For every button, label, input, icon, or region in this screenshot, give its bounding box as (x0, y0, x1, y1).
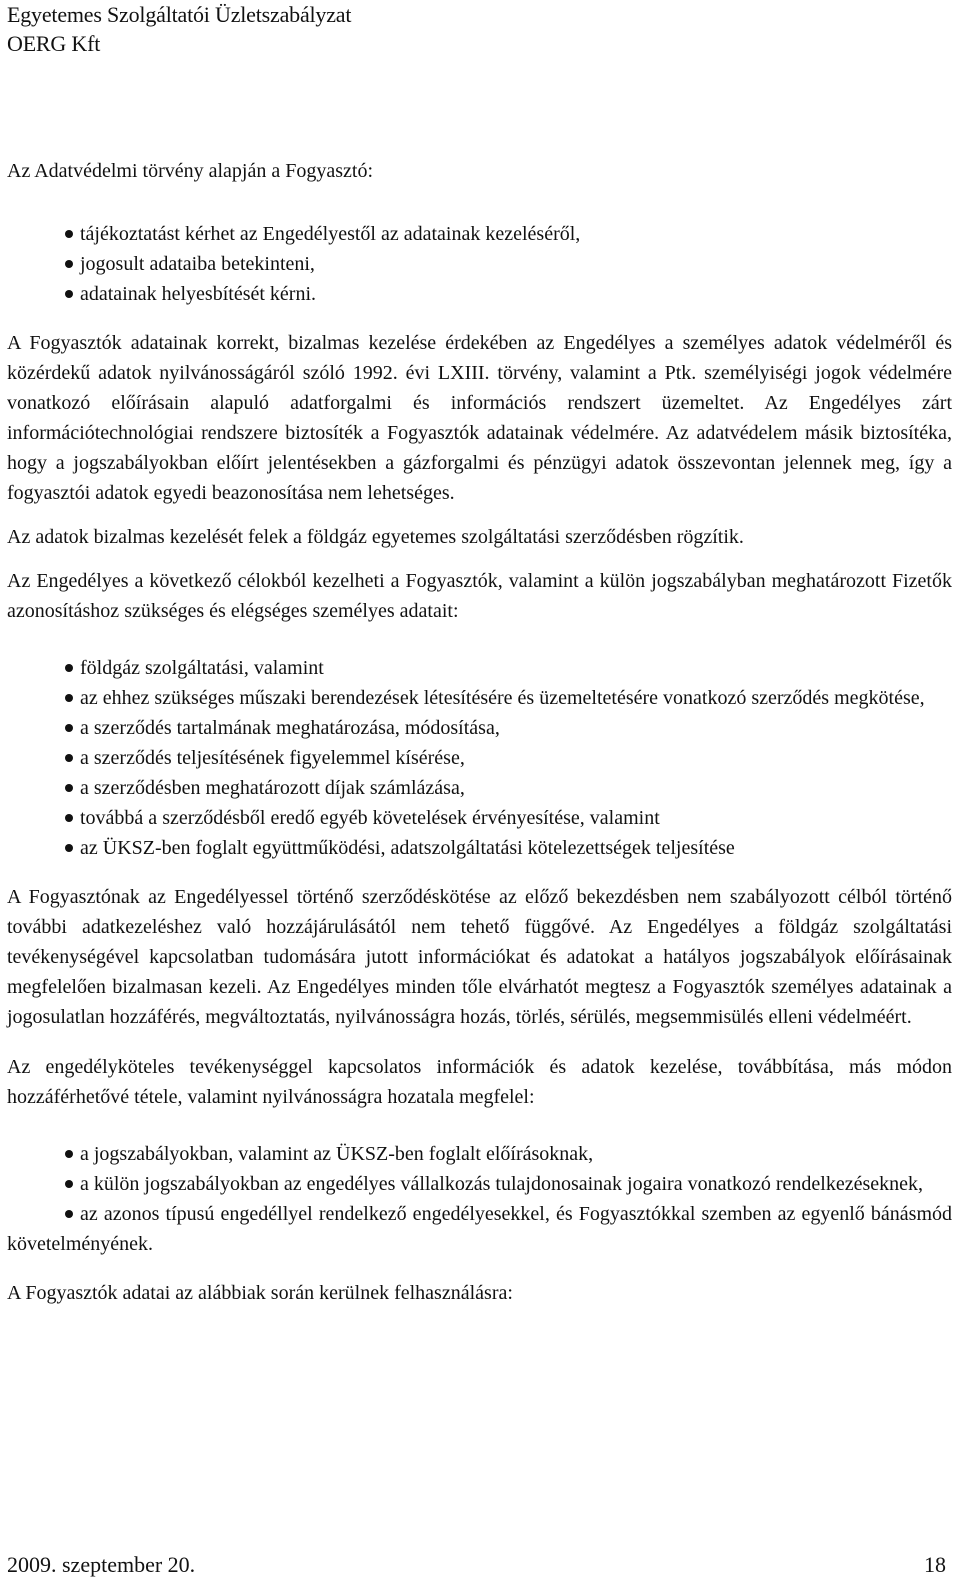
purposes-intro-paragraph: Az Engedélyes a következő célokból kezelheti a Fogyasztók, valamint a külön jogszabályban meghatározott Fizetők azonosításhoz szükséges és elégséges személyes adatait: (7, 570, 952, 622)
list-item: az azonos típusú engedéllyel rendelkező engedélyesekkel, és Fogyasztókkal szemben az egyenlő bánásmód követelményének. (7, 1203, 952, 1255)
list-item: az ÜKSZ-ben foglalt együttműködési, adatszolgáltatási kötelezettségek teljesítése (7, 833, 952, 863)
list-item: a szerződés teljesítésének figyelemmel kísérése, (7, 743, 952, 773)
document-title: Egyetemes Szolgáltatói Üzletszabályzat (7, 2, 352, 27)
page-footer (7, 1550, 946, 1580)
list-item: tájékoztatást kérhet az Engedélyestől az adatainak kezeléséről, (7, 219, 952, 249)
intro-paragraph: Az Adatvédelmi törvény alapján a Fogyasztó: (7, 160, 374, 182)
data-protection-paragraph: A Fogyasztók adatainak korrekt, bizalmas kezelése érdekében az Engedélyes a személyes adatok védelméről és közérdekű adatok nyilvánosságáról szóló 1992. évi LXIII. törvény, valamint a Ptk. személyiségi jogok védelmére vonatkozó előírásain alapuló adatforgalmi és információs rendszert üzemeltet. Az Engedélyes zárt információtechnológiai rendszere biztosíték a Fogyasztók adatainak védelmére. Az adatvédelem másik biztosítéka, hogy a jogszabályokban előírt jelentésekben a gázforgalmi és pénzügyi adatok összevontan jelennek meg, így a fogyasztói adatok egyedi beazonosítása nem lehetséges. (7, 332, 952, 504)
bullet-icon (65, 784, 73, 792)
usage-intro-paragraph: A Fogyasztók adatai az alábbiak során kerülnek felhasználásra: (7, 1282, 513, 1304)
purposes-list (7, 653, 952, 863)
bullet-icon (65, 664, 73, 672)
document-body (7, 156, 952, 1308)
bullet-icon (65, 844, 73, 852)
page-number: 18 (924, 1552, 946, 1577)
list-item: továbbá a szerződésből eredő egyéb követelések érvényesítése, valamint (7, 803, 952, 833)
compliance-list (7, 1139, 952, 1259)
list-item: a jogszabályokban, valamint az ÜKSZ-ben foglalt előírásoknak, (7, 1139, 952, 1169)
list-item: földgáz szolgáltatási, valamint (7, 653, 952, 683)
page-header (7, 0, 351, 58)
footer-date: 2009. szeptember 20. (7, 1552, 196, 1577)
confidentiality-paragraph: Az adatok bizalmas kezelését felek a földgáz egyetemes szolgáltatási szerződésben rögzítik. (7, 526, 744, 548)
consent-paragraph: A Fogyasztónak az Engedélyessel történő szerződéskötése az előző bekezdésben nem szabályozott célból történő további adatkezeléshez való hozzájárulásától nem tehető függővé. Az Engedélyes a földgáz szolgáltatási tevékenységével kapcsolatban tudomására jutott információkat és adatokat a hatályos jogszabályok előírásainak megfelelően bizalmasan kezeli. Az Engedélyes minden tőle elvárhatót megtesz a Fogyasztók személyes adatainak a jogosulatlan hozzáférés, megváltoztatás, nyilvánosságra hozás, törlés, sérülés, megsemmisülés elleni védelméért. (7, 886, 952, 1028)
bullet-icon (65, 1180, 73, 1188)
bullet-icon (65, 260, 73, 268)
list-item: jogosult adataiba betekinteni, (7, 249, 952, 279)
bullet-icon (65, 754, 73, 762)
list-item: a szerződésben meghatározott díjak számlázása, (7, 773, 952, 803)
compliance-intro-paragraph: Az engedélyköteles tevékenységgel kapcsolatos információk és adatok kezelése, továbbítása, más módon hozzáférhetővé tétele, valamint nyilvánosságra hozatala megfelel: (7, 1056, 952, 1108)
bullet-icon (65, 1210, 73, 1218)
bullet-icon (65, 1150, 73, 1158)
bullet-icon (65, 724, 73, 732)
bullet-icon (65, 290, 73, 298)
list-item: a szerződés tartalmának meghatározása, módosítása, (7, 713, 952, 743)
bullet-icon (65, 694, 73, 702)
list-item: adatainak helyesbítését kérni. (7, 279, 952, 309)
bullet-icon (65, 230, 73, 238)
bullet-icon (65, 814, 73, 822)
company-name: OERG Kft (7, 31, 101, 56)
rights-list (7, 219, 952, 309)
list-item: az ehhez szükséges műszaki berendezések létesítésére és üzemeltetésére vonatkozó szerződés megkötése, (7, 683, 952, 713)
list-item: a külön jogszabályokban az engedélyes vállalkozás tulajdonosainak jogaira vonatkozó rendelkezéseknek, (7, 1169, 952, 1199)
